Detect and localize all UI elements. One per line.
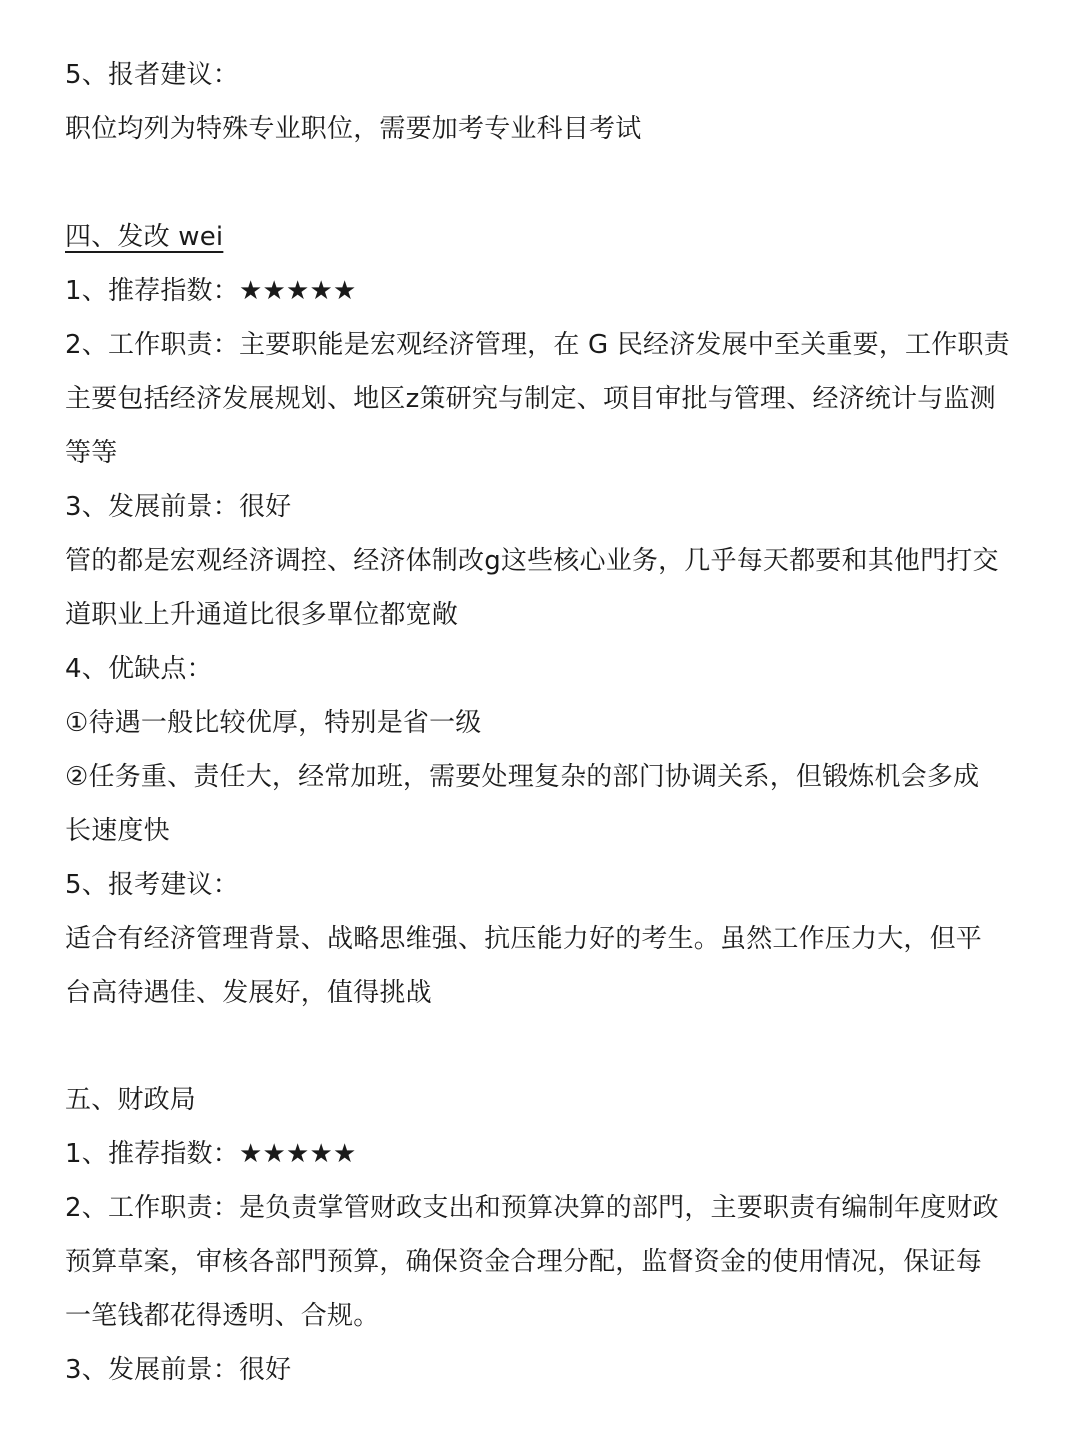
section4-pro-2-line-2: 长速度快 [65, 816, 170, 846]
section4-duties-line-2: 主要包括经济发展规划、地区z策研究与制定、项目审批与管理、经济统计与监测 [65, 384, 996, 414]
section4-title: 四、发改 wei [65, 222, 224, 252]
section5-duties-line-1: 2、工作职责：是负责掌管财政支出和预算决算的部門，主要职责有编制年度财政 [65, 1193, 999, 1223]
section5-prospect-heading: 3、发展前景：很好 [65, 1355, 292, 1385]
section5-title: 五、财政局 [65, 1085, 197, 1115]
section5-duties-line-2: 预算草案，审核各部門预算，确保资金合理分配，监督资金的使用情况，保证每 [65, 1247, 983, 1277]
section5-rating: 1、推荐指数：★★★★★ [65, 1139, 357, 1169]
section3-advice-heading: 5、报者建议： [65, 60, 239, 90]
section5-duties-line-3: 一笔钱都花得透明、合规。 [65, 1301, 380, 1331]
section4-pro-2-line-1: ②任务重、责任大，经常加班，需要处理复杂的部门协调关系，但锻炼机会多成 [65, 762, 980, 792]
section4-pros-cons-heading: 4、优缺点： [65, 654, 213, 684]
section4-pro-1: ①待遇一般比较优厚，特别是省一级 [65, 708, 482, 738]
section4-duties-line-3: 等等 [65, 438, 118, 468]
section4-duties-line-1: 2、工作职责：主要职能是宏观经济管理，在 G 民经济发展中至关重要，工作职责 [65, 330, 1010, 360]
section4-advice-line-1: 适合有经济管理背景、战略思维强、抗压能力好的考生。虽然工作压力大，但平 [65, 924, 983, 954]
section3-advice-text: 职位均列为特殊专业职位，需要加考专业科目考试 [65, 114, 642, 144]
section4-rating: 1、推荐指数：★★★★★ [65, 276, 357, 306]
section4-prospect-line-1: 管的都是宏观经济调控、经济体制改g这些核心业务，几乎每天都要和其他門打交 [65, 546, 999, 576]
section4-prospect-line-2: 道职业上升通道比很多單位都宽敞 [65, 600, 459, 630]
section4-advice-heading: 5、报考建议： [65, 870, 239, 900]
section4-advice-line-2: 台高待遇佳、发展好，值得挑战 [65, 978, 432, 1008]
section4-prospect-heading: 3、发展前景：很好 [65, 492, 292, 522]
